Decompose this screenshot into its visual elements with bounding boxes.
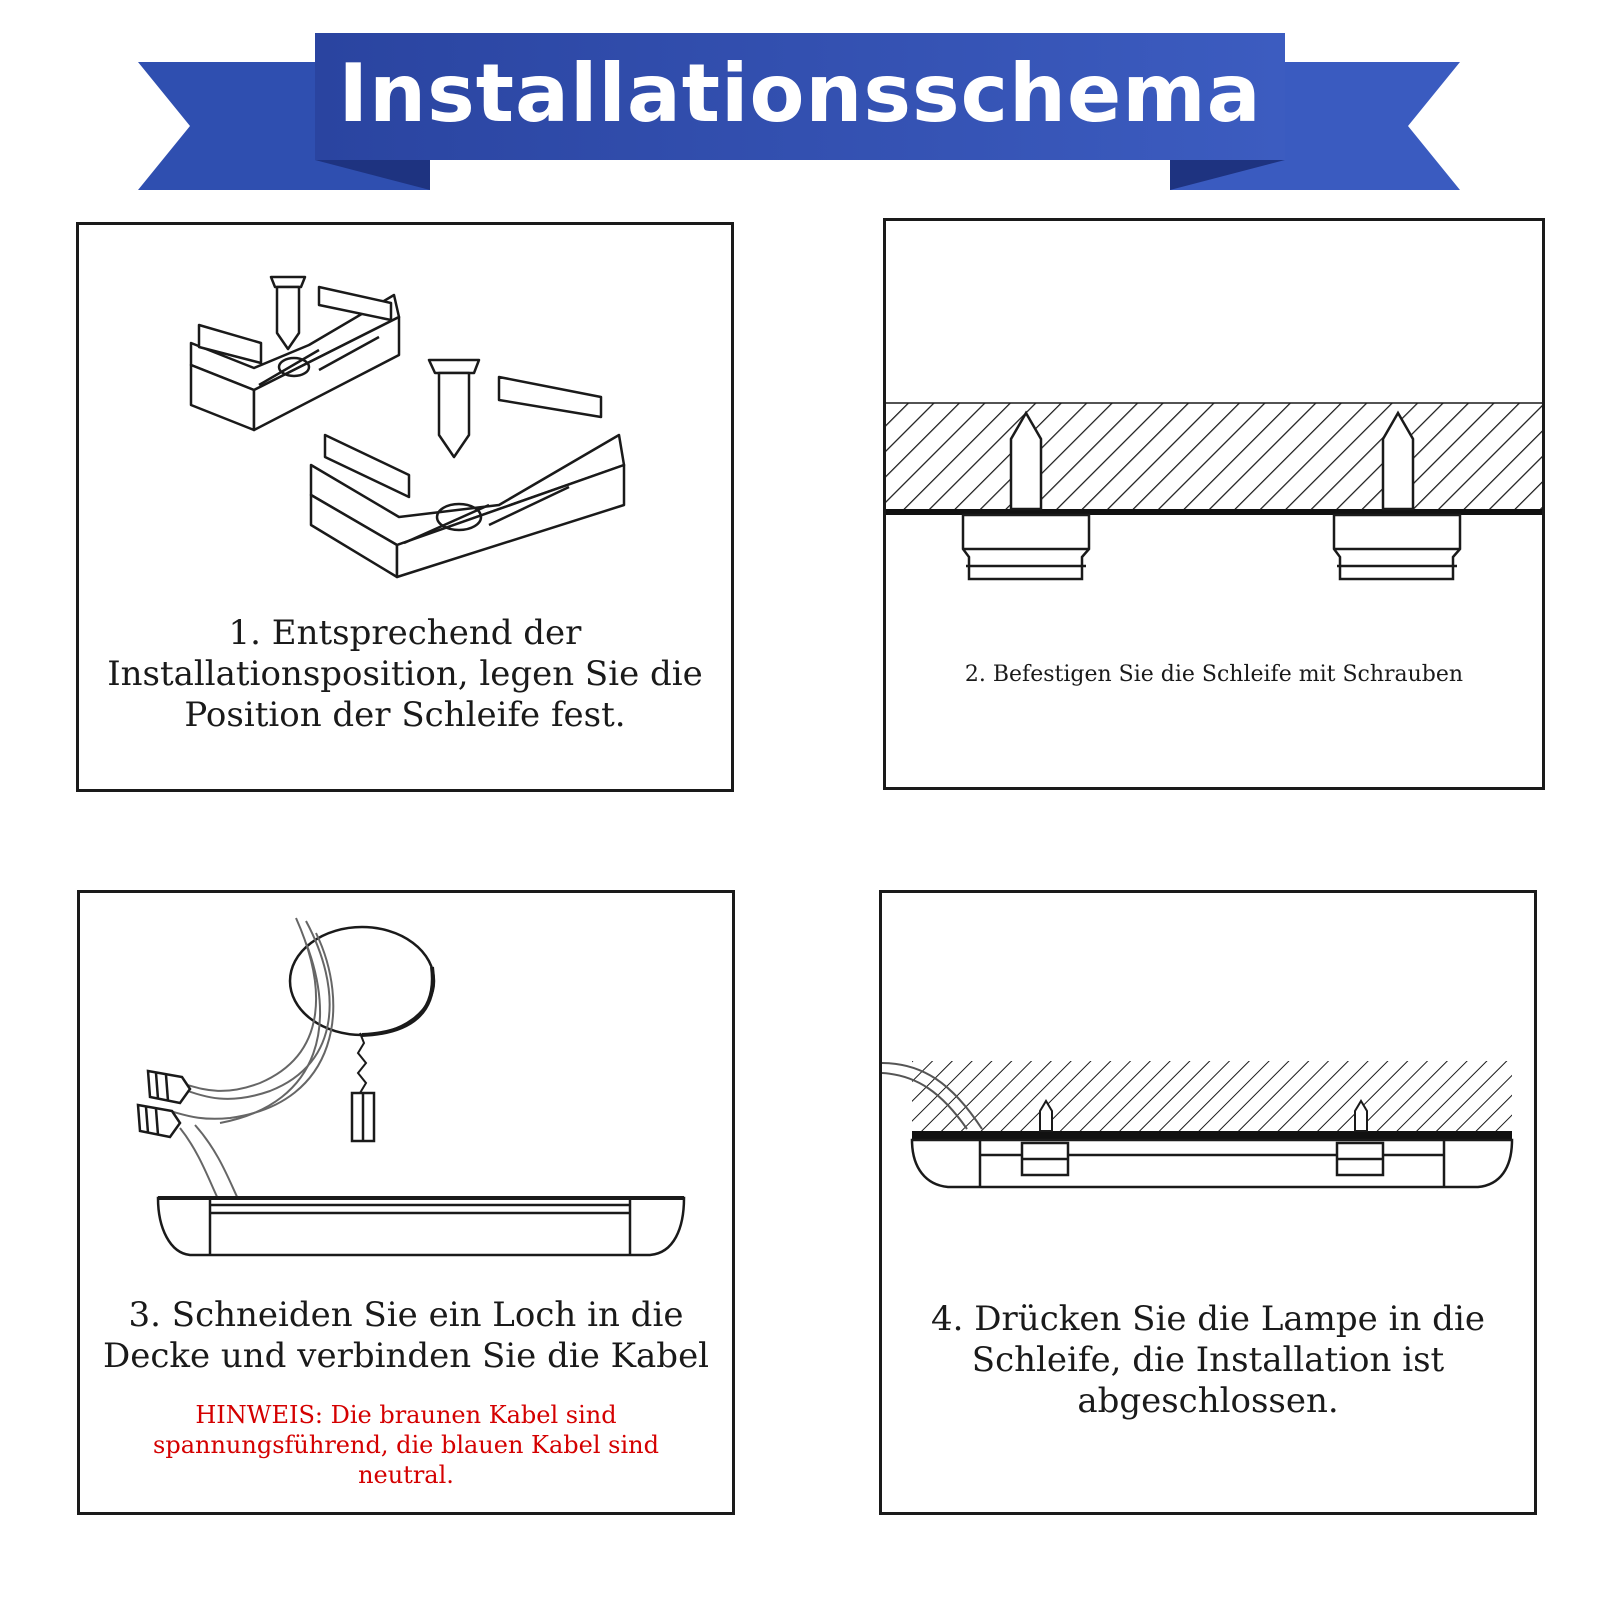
step-3-panel bbox=[77, 890, 735, 1515]
step-4-panel bbox=[879, 890, 1537, 1515]
step-1-panel bbox=[76, 222, 734, 792]
step-4-caption: 4. Drücken Sie die Lampe in die Schleife, die Installation ist abgeschlossen. bbox=[931, 1299, 1485, 1421]
step-2-caption: 2. Befestigen Sie die Schleife mit Schrauben bbox=[964, 662, 1464, 687]
step-3-caption: 3. Schneiden Sie ein Loch in die Decke und verbinden Sie die Kabel bbox=[102, 1295, 710, 1376]
step-2-panel bbox=[883, 218, 1545, 790]
hinweis-note: HINWEIS: Die braunen Kabel sind spannungsführend, die blauen Kabel sind neutral. bbox=[153, 1401, 659, 1489]
title-banner bbox=[0, 0, 1600, 200]
page-title: Installationsschema bbox=[338, 47, 1262, 140]
step-1-caption: 1. Entsprechend der Installationsposition, legen Sie die Position der Schleife fest. bbox=[107, 613, 703, 735]
ceiling-screw-illustration bbox=[886, 221, 1542, 787]
